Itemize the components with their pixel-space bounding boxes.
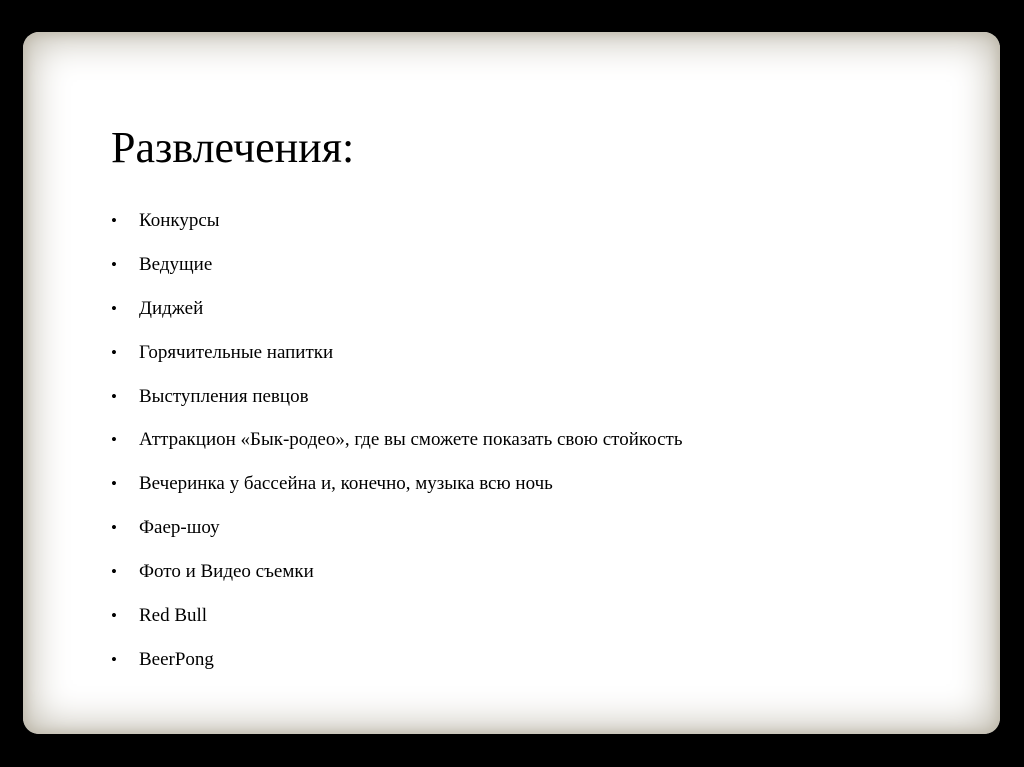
list-item-text: Диджей bbox=[139, 297, 204, 319]
slide-title: Развлечения: bbox=[111, 123, 355, 172]
list-item bbox=[111, 550, 683, 594]
list-item-text: Фаер-шоу bbox=[139, 517, 220, 539]
bullet-list bbox=[111, 199, 683, 682]
list-item-text: Фото и Видео съемки bbox=[139, 561, 314, 583]
list-item-text: Конкурсы bbox=[139, 209, 220, 231]
list-item bbox=[111, 287, 683, 331]
list-item bbox=[111, 506, 683, 550]
list-item-text: Горячительные напитки bbox=[139, 341, 334, 363]
bullet-icon: • bbox=[111, 210, 117, 230]
list-item-text: Выступления певцов bbox=[139, 385, 309, 407]
list-item-text: Вечеринка у бассейна и, конечно, музыка всю ночь bbox=[139, 473, 553, 495]
list-item bbox=[111, 375, 683, 419]
list-item bbox=[111, 243, 683, 287]
list-item bbox=[111, 462, 683, 506]
bullet-icon: • bbox=[111, 430, 117, 450]
bullet-icon: • bbox=[111, 298, 117, 318]
bullet-icon: • bbox=[111, 562, 117, 582]
bullet-icon: • bbox=[111, 605, 117, 625]
list-item-text: Аттракцион «Бык-родео», где вы сможете показать свою стойкость bbox=[139, 429, 683, 451]
list-item bbox=[111, 594, 683, 638]
bullet-icon: • bbox=[111, 518, 117, 538]
list-item bbox=[111, 638, 683, 682]
bullet-icon: • bbox=[111, 254, 117, 274]
list-item bbox=[111, 331, 683, 375]
bullet-icon: • bbox=[111, 649, 117, 669]
bullet-icon: • bbox=[111, 386, 117, 406]
list-item-text: BeerPong bbox=[139, 648, 214, 670]
list-item bbox=[111, 199, 683, 243]
bullet-icon: • bbox=[111, 342, 117, 362]
bullet-icon: • bbox=[111, 474, 117, 494]
list-item-text: Red Bull bbox=[139, 604, 208, 626]
list-item-text: Ведущие bbox=[139, 253, 213, 275]
list-item bbox=[111, 418, 683, 462]
